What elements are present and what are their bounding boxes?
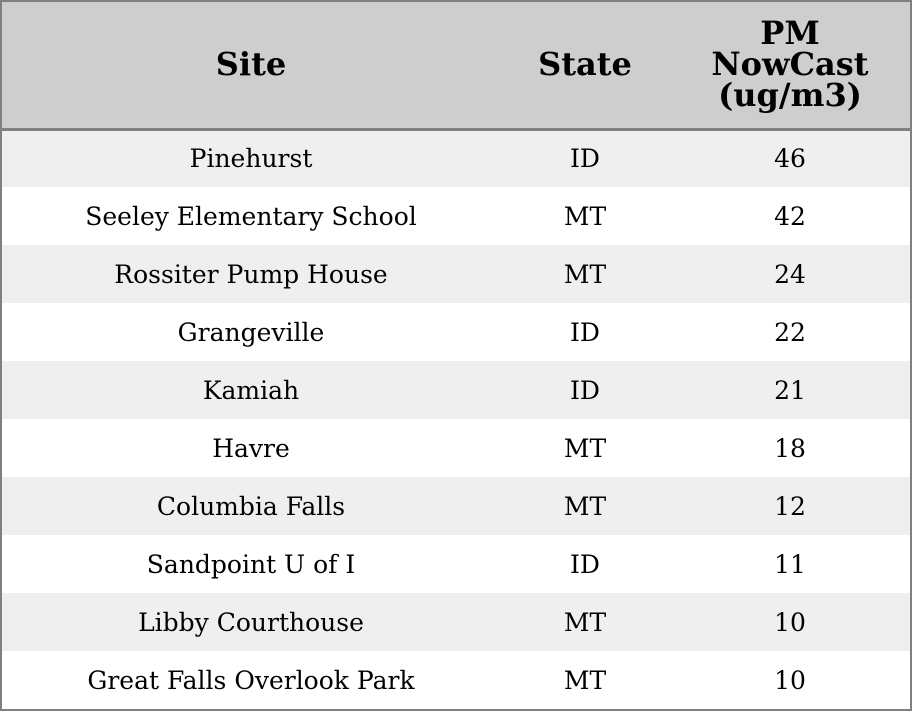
header-pm-line2: NowCast — [711, 45, 869, 84]
cell-pm: 42 — [774, 201, 806, 231]
cell-site: Rossiter Pump House — [114, 259, 388, 289]
table-body — [2, 129, 910, 709]
header-row — [2, 2, 910, 129]
cell-site: Columbia Falls — [156, 491, 346, 521]
cell-pm: 21 — [774, 375, 806, 405]
header-site: Site — [2, 2, 500, 129]
cell-site: Havre — [212, 433, 290, 463]
cell-site: Kamiah — [202, 375, 300, 405]
cell-state: MT — [563, 201, 607, 231]
cell-state: MT — [563, 491, 607, 521]
cell-pm: 18 — [774, 433, 806, 463]
cell-site: Seeley Elementary School — [85, 201, 417, 231]
table-row — [2, 361, 910, 419]
cell-pm: 24 — [774, 259, 806, 289]
table-row — [2, 477, 910, 535]
cell-site: Sandpoint U of I — [146, 549, 356, 579]
table-row — [2, 651, 910, 709]
cell-state: ID — [570, 375, 600, 405]
cell-state: MT — [563, 607, 607, 637]
header-pm-line1: PM — [760, 14, 820, 53]
header-state: State — [500, 2, 670, 129]
cell-pm: 10 — [774, 665, 806, 695]
cell-pm: 22 — [774, 317, 806, 347]
cell-state: MT — [563, 433, 607, 463]
cell-pm: 12 — [774, 491, 806, 521]
table-header — [2, 2, 910, 129]
table-row — [2, 129, 910, 187]
table-row — [2, 419, 910, 477]
cell-state: MT — [563, 259, 607, 289]
header-pm-line3: (ug/m3) — [718, 76, 862, 115]
cell-state: MT — [563, 665, 607, 695]
cell-site: Libby Courthouse — [138, 607, 364, 637]
pm-nowcast-table — [2, 2, 910, 709]
table-row — [2, 535, 910, 593]
cell-state: ID — [570, 144, 600, 174]
cell-state: ID — [570, 317, 600, 347]
table-row — [2, 245, 910, 303]
table-row — [2, 593, 910, 651]
cell-site: Great Falls Overlook Park — [87, 665, 415, 695]
cell-site: Pinehurst — [189, 144, 313, 174]
table-row — [2, 187, 910, 245]
header-pm-nowcast — [670, 2, 910, 129]
cell-state: ID — [570, 549, 600, 579]
cell-pm: 11 — [774, 549, 806, 579]
cell-site: Grangeville — [177, 317, 325, 347]
cell-pm: 46 — [774, 144, 806, 174]
cell-pm: 10 — [774, 607, 806, 637]
table-row — [2, 303, 910, 361]
